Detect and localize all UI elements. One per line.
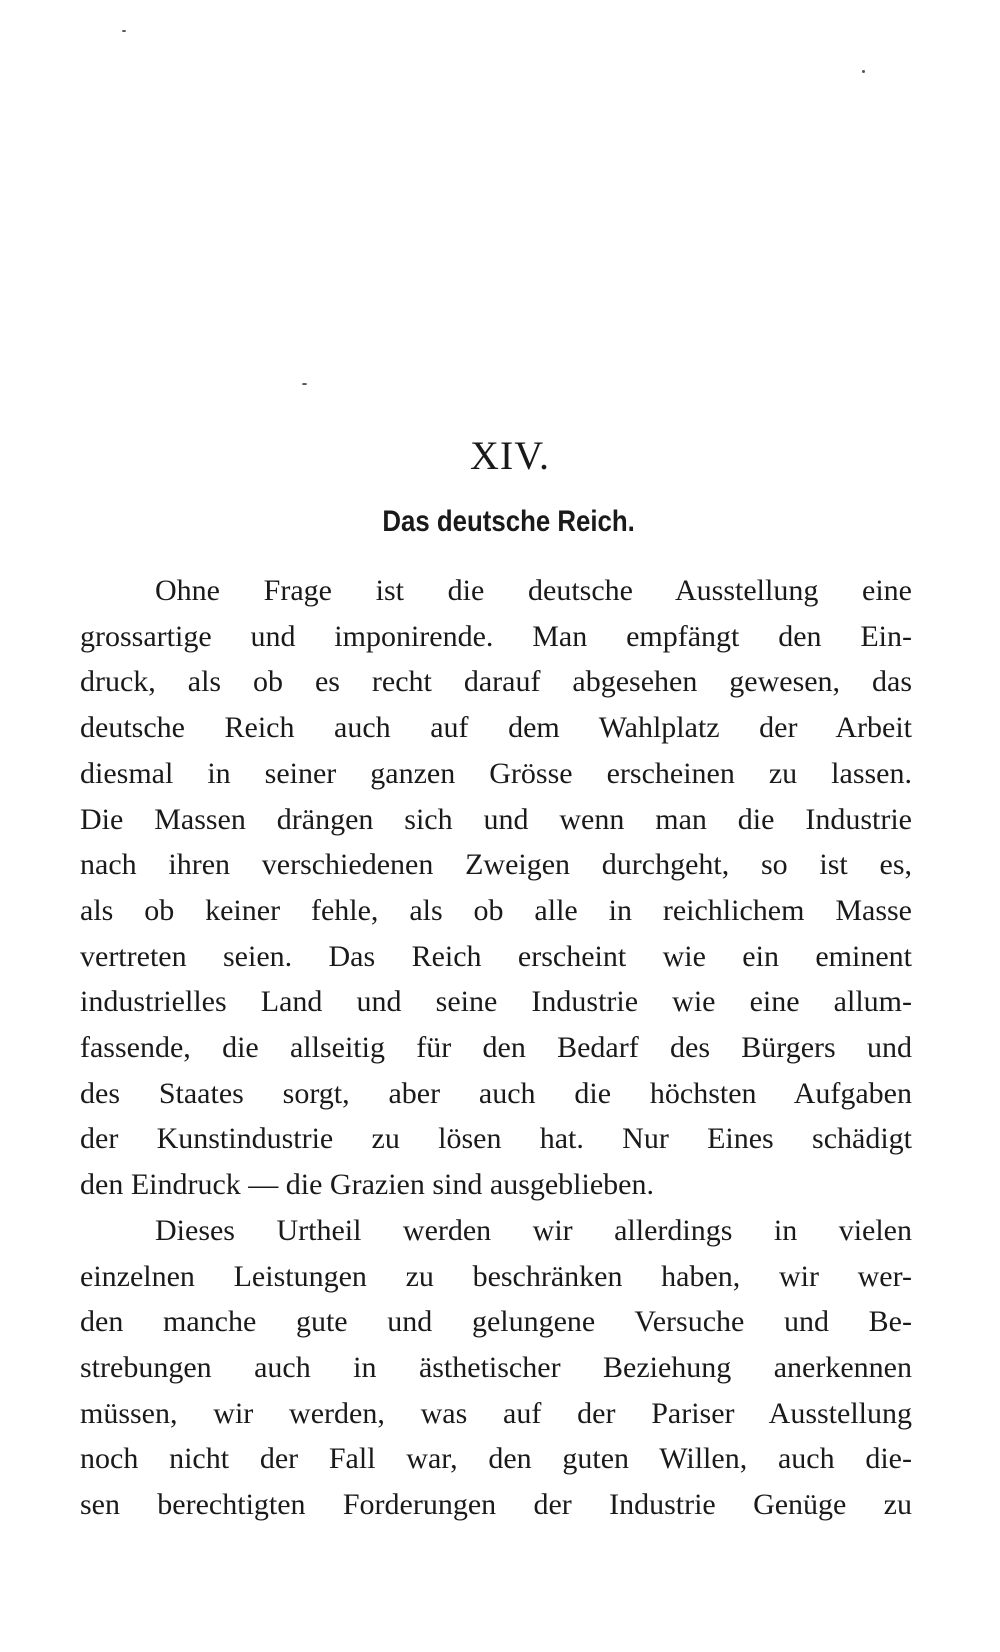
text-line: Dieses Urtheil werden wir allerdings in vielen (155, 1213, 912, 1247)
text-line: als ob keiner fehle, als ob alle in reichlichem Masse (80, 893, 912, 927)
chapter-title: Das deutsche Reich. (382, 505, 635, 538)
chapter-number: XIV. (470, 433, 550, 478)
text-line: grossartige und imponirende. Man empfängt den Ein- (80, 619, 912, 653)
text-line: einzelnen Leistungen zu beschränken haben, wir wer- (80, 1259, 912, 1293)
text-line: noch nicht der Fall war, den guten Willen, auch die- (80, 1442, 912, 1476)
text-line: fassende, die allseitig für den Bedarf des Bürgers und (80, 1031, 912, 1065)
text-line: diesmal in seiner ganzen Grösse erscheinen zu lassen. (80, 756, 912, 790)
body-text (80, 568, 912, 1528)
text-line: druck, als ob es recht darauf abgesehen gewesen, das (80, 665, 912, 699)
text-line: Ohne Frage ist die deutsche Ausstellung eine (155, 574, 912, 607)
text-line: den manche gute und gelungene Versuche und Be- (80, 1305, 912, 1339)
text-line: strebungen auch in ästhetischer Beziehung anerkennen (80, 1350, 912, 1384)
text-line: müssen, wir werden, was auf der Pariser Ausstellung (80, 1396, 912, 1430)
print-speck (862, 70, 865, 73)
text-line: nach ihren verschiedenen Zweigen durchgeht, so ist es, (80, 848, 912, 882)
text-line: deutsche Reich auch auf dem Wahlplatz der Arbeit (80, 711, 912, 745)
text-line: des Staates sorgt, aber auch die höchsten Aufgaben (80, 1076, 912, 1110)
text-line: den Eindruck — die Grazien sind ausgeblieben. (80, 1168, 654, 1202)
print-speck (302, 383, 307, 385)
text-line: vertreten seien. Das Reich erscheint wie ein eminent (80, 939, 912, 973)
text-line: Die Massen drängen sich und wenn man die Industrie (80, 802, 912, 836)
text-line: sen berechtigten Forderungen der Industrie Genüge zu (80, 1488, 912, 1522)
text-line: der Kunstindustrie zu lösen hat. Nur Eines schädigt (80, 1122, 912, 1156)
text-line: industrielles Land und seine Industrie wie eine allum- (80, 985, 912, 1019)
print-speck (122, 30, 126, 32)
